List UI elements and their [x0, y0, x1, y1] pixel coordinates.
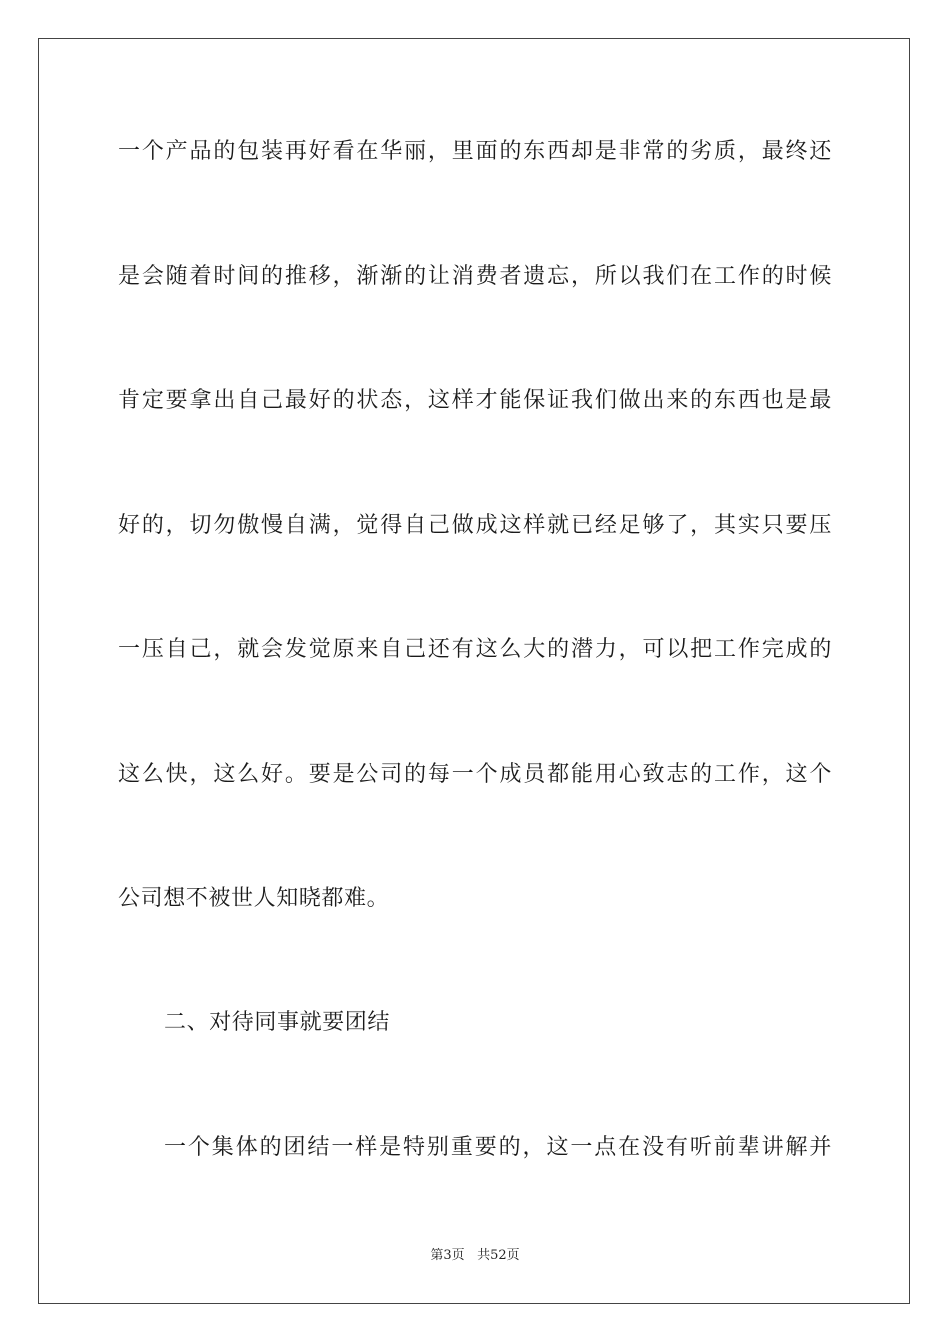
page-border: [38, 38, 910, 1304]
page-total: 共52页: [477, 1248, 520, 1263]
page-footer: [0, 1247, 950, 1265]
body-text-line-1: 一个产品的包装再好看在华丽，里面的东西却是非常的劣质，最终还: [118, 139, 832, 164]
body-text-line-4: 好的，切勿傲慢自满，觉得自己做成这样就已经足够了，其实只要压: [118, 513, 832, 538]
body-text-line-3: 肯定要拿出自己最好的状态，这样才能保证我们做出来的东西也是最: [118, 388, 832, 413]
page-number: 第3页: [430, 1248, 465, 1263]
paragraph-start-line: 一个集体的团结一样是特别重要的，这一点在没有听前辈讲解并: [164, 1135, 832, 1160]
body-text-line-2: 是会随着时间的推移，渐渐的让消费者遗忘，所以我们在工作的时候: [118, 264, 832, 289]
body-text-line-6: 这么快，这么好。要是公司的每一个成员都能用心致志的工作，这个: [118, 762, 832, 787]
body-text-line-5: 一压自己，就会发觉原来自己还有这么大的潜力，可以把工作完成的: [118, 637, 832, 662]
section-heading: 二、对待同事就要团结: [164, 1010, 391, 1035]
body-text-line-7: 公司想不被世人知晓都难。: [118, 886, 390, 911]
